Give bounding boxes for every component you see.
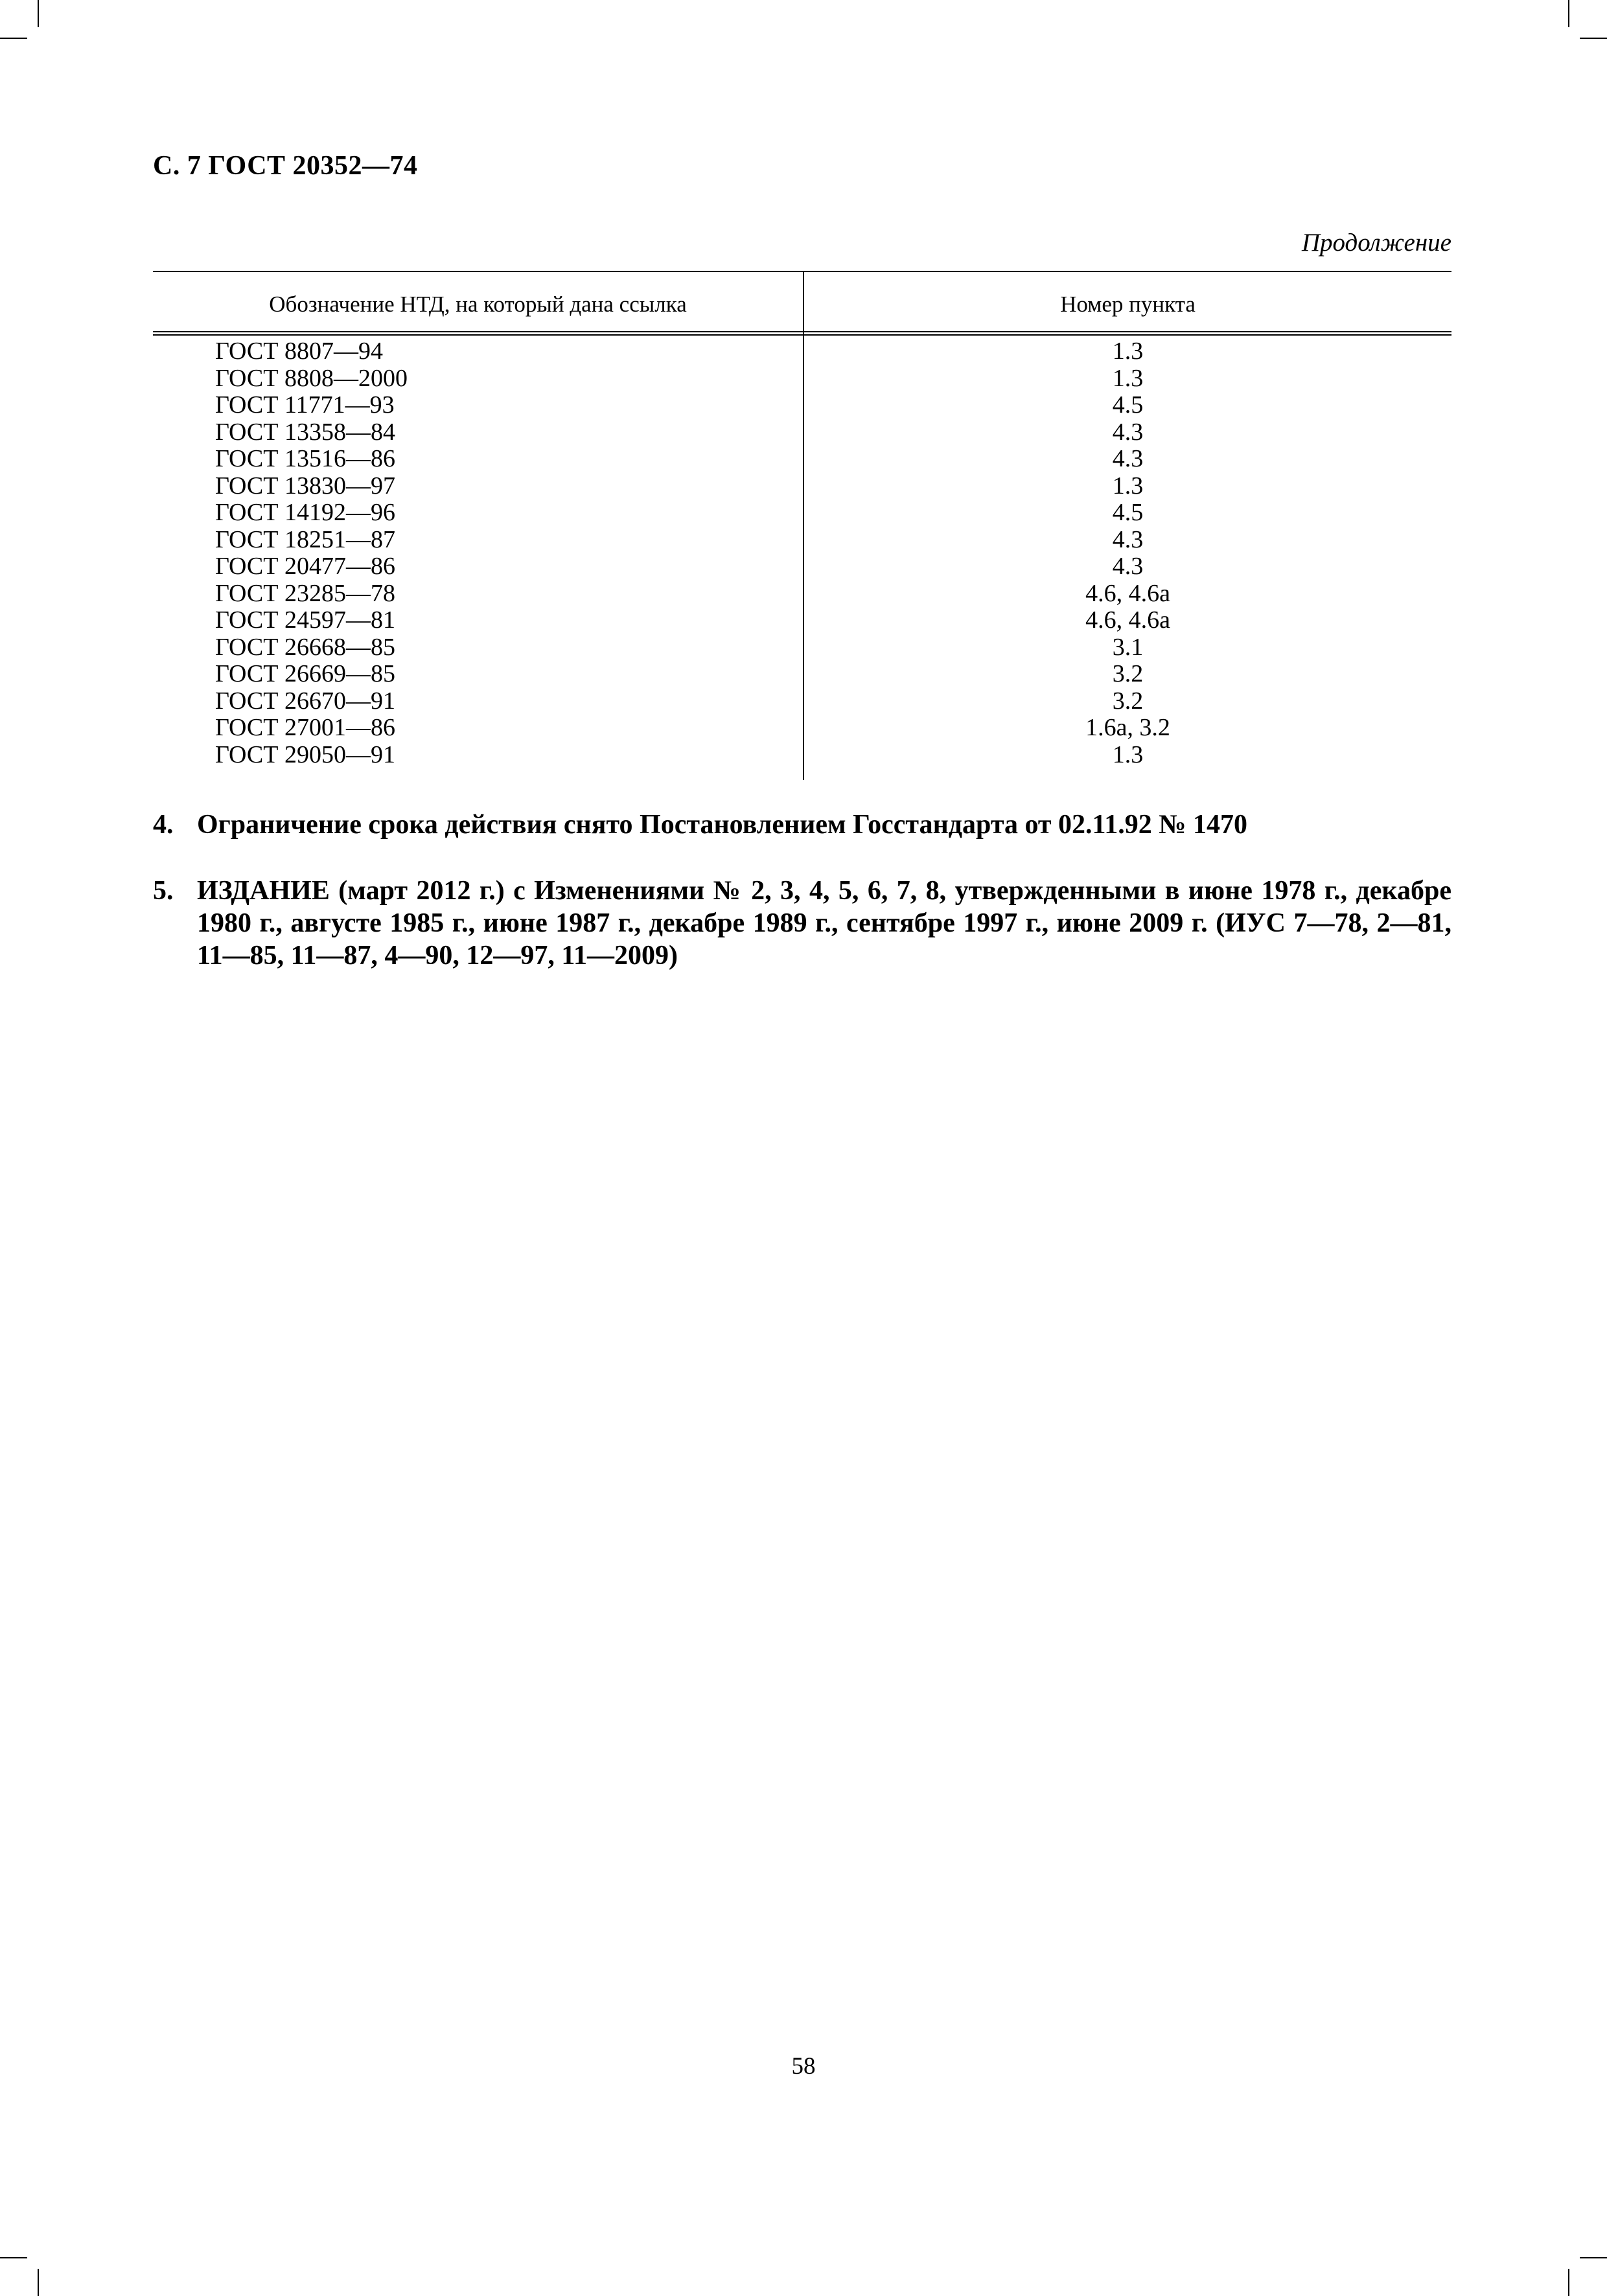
table-top-rule — [153, 271, 1451, 272]
page-number: 58 — [791, 2053, 816, 2080]
document-cell: ГОСТ 8807—94 — [215, 338, 383, 365]
reference-table — [153, 271, 1451, 780]
clause-cell: 4.3 — [1112, 553, 1144, 580]
table-row — [153, 473, 1451, 500]
crop-mark — [38, 2269, 39, 2296]
clause-cell: 4.3 — [1112, 418, 1144, 446]
column-header-clause: Номер пункта — [1060, 292, 1196, 317]
crop-mark — [38, 0, 39, 27]
clause-cell: 3.2 — [1112, 687, 1144, 715]
document-cell: ГОСТ 20477—86 — [215, 553, 395, 580]
clause-cell: 1.3 — [1112, 472, 1144, 499]
clause-cell: 1.3 — [1112, 338, 1144, 365]
document-cell: ГОСТ 13830—97 — [215, 472, 395, 499]
crop-mark — [1568, 2269, 1569, 2296]
crop-mark — [1580, 38, 1607, 39]
document-cell: ГОСТ 14192—96 — [215, 499, 395, 526]
table-row — [153, 607, 1451, 634]
document-cell: ГОСТ 29050—91 — [215, 740, 395, 768]
document-cell: ГОСТ 27001—86 — [215, 714, 395, 741]
table-row — [153, 338, 1451, 365]
document-cell: ГОСТ 26668—85 — [215, 633, 395, 661]
table-row — [153, 742, 1451, 769]
table-row — [153, 553, 1451, 580]
clause-cell: 4.3 — [1112, 525, 1144, 553]
document-cell: ГОСТ 23285—78 — [215, 579, 395, 607]
clause-cell: 4.6, 4.6а — [1085, 606, 1170, 634]
continuation-label: Продолжение — [1301, 229, 1451, 257]
table-row — [153, 527, 1451, 554]
clause-cell: 3.1 — [1112, 633, 1144, 661]
note-text: ИЗДАНИЕ (март 2012 г.) с Изменениями № 2, 3, 4, 5, 6, 7, 8, утвержденными в июне 1978 г., декабре 1980 г., августе 1985 г., июне 1987 г., декабре 1989 г., сентябре 1997 г., июне 2009 г. (ИУС 7—78, 2—81, 11—85, 11—87, 4—90, 12—97, 11—2009) — [197, 876, 1451, 970]
document-cell: ГОСТ 8808—2000 — [215, 364, 408, 392]
clause-cell: 4.3 — [1112, 445, 1144, 472]
crop-mark — [0, 38, 27, 39]
clause-cell: 3.2 — [1112, 660, 1144, 687]
table-body — [153, 338, 1451, 768]
document-cell: ГОСТ 13358—84 — [215, 418, 395, 446]
clause-cell: 4.5 — [1112, 391, 1144, 419]
clause-cell: 4.5 — [1112, 499, 1144, 526]
crop-mark — [0, 2257, 27, 2258]
clause-cell: 4.6, 4.6а — [1085, 579, 1170, 607]
table-row — [153, 715, 1451, 742]
document-cell: ГОСТ 13516—86 — [215, 445, 395, 472]
table-row — [153, 419, 1451, 446]
document-cell: ГОСТ 26669—85 — [215, 660, 395, 687]
clause-cell: 1.3 — [1112, 364, 1144, 392]
note-number: 4. — [153, 810, 174, 840]
table-row — [153, 392, 1451, 419]
clause-cell: 1.6а, 3.2 — [1085, 714, 1170, 741]
table-row — [153, 634, 1451, 661]
note-number: 5. — [153, 876, 174, 906]
document-cell: ГОСТ 24597—81 — [215, 606, 395, 634]
page-title: С. 7 ГОСТ 20352—74 — [153, 151, 418, 181]
table-row — [153, 661, 1451, 688]
table-row — [153, 580, 1451, 608]
table-row — [153, 446, 1451, 473]
table-header-rule — [153, 334, 1451, 336]
column-header-document: Обозначение НТД, на который дана ссылка — [269, 292, 687, 317]
document-cell: ГОСТ 18251—87 — [215, 525, 395, 553]
document-cell: ГОСТ 11771—93 — [215, 391, 395, 419]
crop-mark — [1568, 0, 1569, 27]
clause-cell: 1.3 — [1112, 740, 1144, 768]
table-row — [153, 365, 1451, 393]
note-text: Ограничение срока действия снято Постановлением Госстандарта от 02.11.92 № 1470 — [197, 810, 1247, 840]
table-header-rule — [153, 331, 1451, 332]
table-row — [153, 499, 1451, 527]
note-item-5 — [153, 875, 1451, 978]
crop-mark — [1580, 2257, 1607, 2258]
table-row — [153, 688, 1451, 715]
document-cell: ГОСТ 26670—91 — [215, 687, 395, 715]
